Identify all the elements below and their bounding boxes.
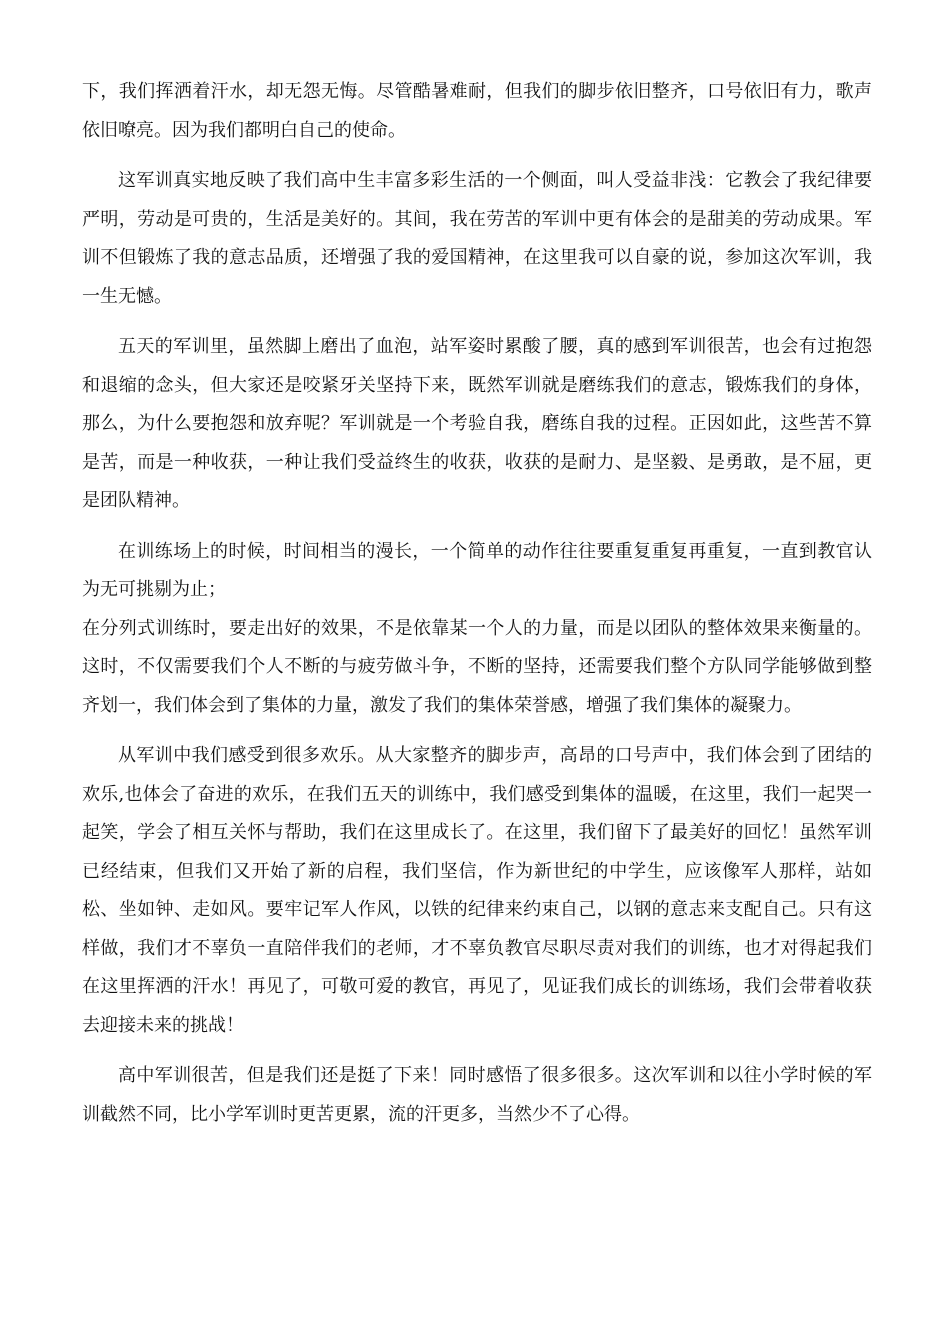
document-body xyxy=(82,73,872,1146)
paragraph: 这军训真实地反映了我们高中生丰富多彩生活的一个侧面，叫人受益非浅：它教会了我纪律要严明，劳动是可贵的，生活是美好的。其间，我在劳苦的军训中更有体会的是甜美的劳动成果。军训不但锻炼了我的意志品质，还增强了我的爱国精神，在这里我可以自豪的说，参加这次军训，我一生无憾。 xyxy=(82,170,872,307)
paragraph: 五天的军训里，虽然脚上磨出了血泡，站军姿时累酸了腰，真的感到军训很苦，也会有过抱怨和退缩的念头，但大家还是咬紧牙关坚持下来，既然军训就是磨练我们的意志，锻炼我们的身体，那么，为什么要抱怨和放弃呢？军训就是一个考验自我，磨练自我的过程。正因如此，这些苦不算是苦，而是一种收获，一种让我们受益终生的收获，收获的是耐力、是坚毅、是勇敢，是不屈，更是团队精神。 xyxy=(82,336,872,511)
paragraph: 高中军训很苦，但是我们还是挺了下来！同时感悟了很多很多。这次军训和以往小学时候的军训截然不同，比小学军训时更苦更累，流的汗更多，当然少不了心得。 xyxy=(82,1065,872,1125)
paragraph: 在分列式训练时，要走出好的效果，不是依靠某一个人的力量，而是以团队的整体效果来衡量的。这时，不仅需要我们个人不断的与疲劳做斗争，不断的坚持，还需要我们整个方队同学能够做到整齐划一，我们体会到了集体的力量，激发了我们的集体荣誉感，增强了我们集体的凝聚力。 xyxy=(82,617,872,716)
paragraph-continued: 下，我们挥洒着汗水，却无怨无悔。尽管酷暑难耐，但我们的脚步依旧整齐，口号依旧有力，歌声依旧嘹亮。因为我们都明白自己的使命。 xyxy=(82,81,872,141)
paragraph: 从军训中我们感受到很多欢乐。从大家整齐的脚步声，高昂的口号声中，我们体会到了团结的欢乐,也体会了奋进的欢乐，在我们五天的训练中，我们感受到集体的温暖，在这里，我们一起哭一起笑，学会了相互关怀与帮助，我们在这里成长了。在这里，我们留下了最美好的回忆！虽然军训已经结束，但我们又开始了新的启程，我们坚信，作为新世纪的中学生，应该像军人那样，站如松、坐如钟、走如风。要牢记军人作风，以铁的纪律来约束自己，以钢的意志来支配自己。只有这样做，我们才不辜负一直陪伴我们的老师，才不辜负教官尽职尽责对我们的训练，也才对得起我们在这里挥洒的汗水！再见了，可敬可爱的教官，再见了，见证我们成长的训练场，我们会带着收获去迎接未来的挑战！ xyxy=(82,745,872,1036)
paragraph: 在训练场上的时候，时间相当的漫长，一个简单的动作往往要重复重复再重复，一直到教官认为无可挑剔为止； xyxy=(82,540,872,600)
